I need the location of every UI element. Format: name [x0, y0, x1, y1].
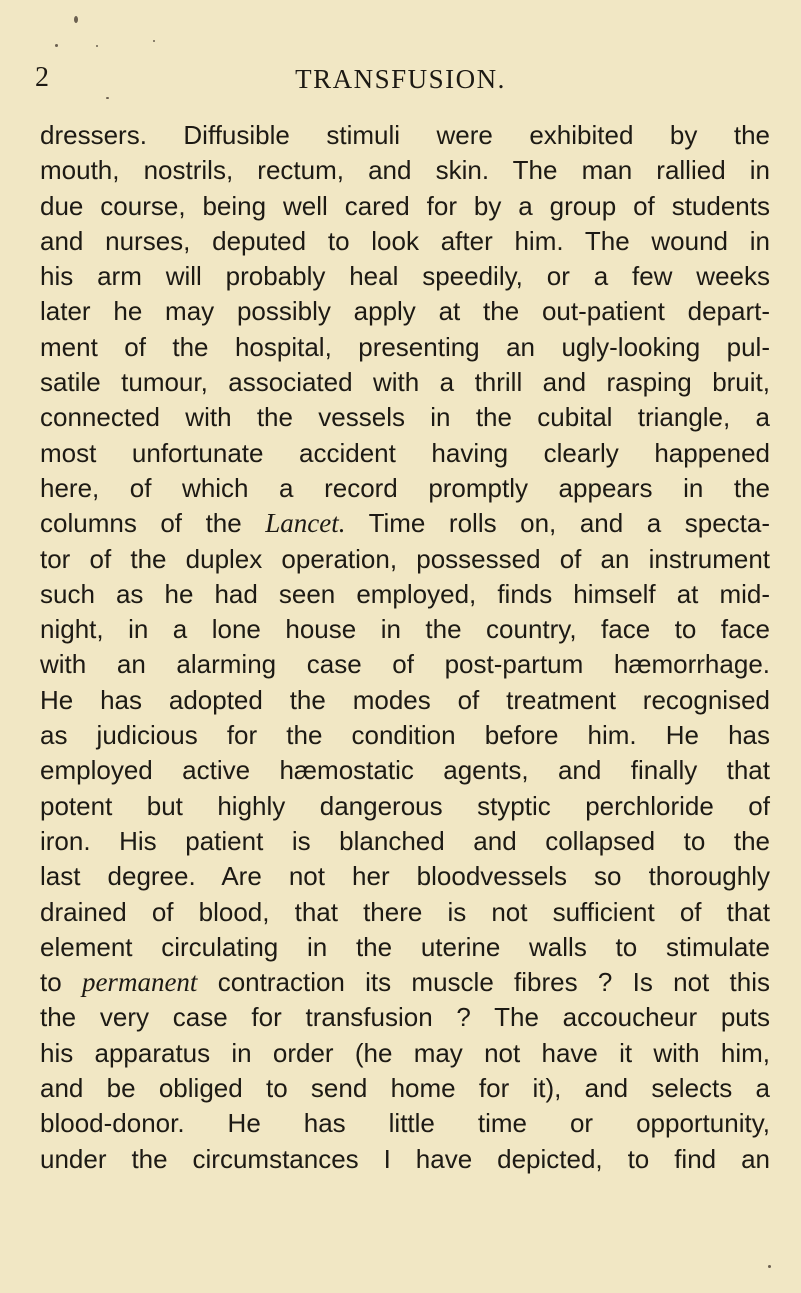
text-line: potent but highly dangerous styptic perchloride of: [40, 790, 770, 821]
text-line: [40, 965, 770, 1000]
text-line: his apparatus in order (he may not have it with him,: [40, 1037, 770, 1068]
text-line: ment of the hospital, presenting an ugly-looking pul-: [40, 331, 770, 362]
page-number: 2: [35, 62, 49, 93]
italic-term: permanent: [81, 967, 198, 998]
text-segment: contraction its muscle fibres ? Is not this: [197, 967, 770, 998]
text-line: the very case for transfusion ? The accoucheur puts: [40, 1002, 770, 1033]
text-line: his arm will probably heal speedily, or a few weeks: [40, 261, 770, 292]
text-line: as judicious for the condition before him. He has: [40, 720, 770, 751]
text-segment: columns of the: [40, 508, 266, 539]
text-line: blood-donor. He has little time or opportunity,: [40, 1108, 770, 1139]
italic-term: Lancet.: [265, 508, 346, 539]
text-line: and nurses, deputed to look after him. The wound in: [40, 225, 770, 256]
paper-speck: [55, 44, 58, 47]
text-segment: to: [40, 967, 82, 998]
text-line: tor of the duplex operation, possessed of an instrument: [40, 543, 770, 574]
text-line: connected with the vessels in the cubital triangle, a: [40, 402, 770, 433]
paper-speck: [74, 16, 78, 23]
paper-speck: [106, 97, 109, 99]
text-line: night, in a lone house in the country, face to face: [40, 614, 770, 645]
text-line: He has adopted the modes of treatment recognised: [40, 684, 770, 715]
text-line: mouth, nostrils, rectum, and skin. The man rallied in: [40, 155, 770, 186]
text-line: such as he had seen employed, finds himself at mid-: [40, 578, 770, 609]
text-line: element circulating in the uterine walls to stimulate: [40, 931, 770, 962]
text-line: dressers. Diffusible stimuli were exhibited by the: [40, 120, 770, 150]
text-line: and be obliged to send home for it), and selects a: [40, 1073, 770, 1104]
paper-speck: [153, 40, 155, 42]
text-line: most unfortunate accident having clearly happened: [40, 437, 770, 468]
body-text: [40, 118, 770, 1177]
text-line: employed active hæmostatic agents, and finally that: [40, 755, 770, 786]
text-line: under the circumstances I have depicted, to find an: [40, 1143, 770, 1174]
text-line: here, of which a record promptly appears in the: [40, 472, 770, 503]
paper-speck: [768, 1265, 771, 1268]
text-line: last degree. Are not her bloodvessels so thoroughly: [40, 861, 770, 892]
text-line: due course, being well cared for by a group of students: [40, 190, 770, 221]
text-line: iron. His patient is blanched and collapsed to the: [40, 825, 770, 856]
paper-speck: [96, 45, 98, 47]
text-line: later he may possibly apply at the out-patient depart-: [40, 296, 770, 327]
text-line: [40, 506, 770, 541]
text-segment: Time rolls on, and a specta-: [345, 508, 771, 539]
running-title: TRANSFUSION.: [295, 64, 506, 94]
text-line: satile tumour, associated with a thrill and rasping bruit,: [40, 367, 770, 398]
text-line: with an alarming case of post-partum hæmorrhage.: [40, 649, 770, 680]
text-line: drained of blood, that there is not sufficient of that: [40, 896, 770, 927]
